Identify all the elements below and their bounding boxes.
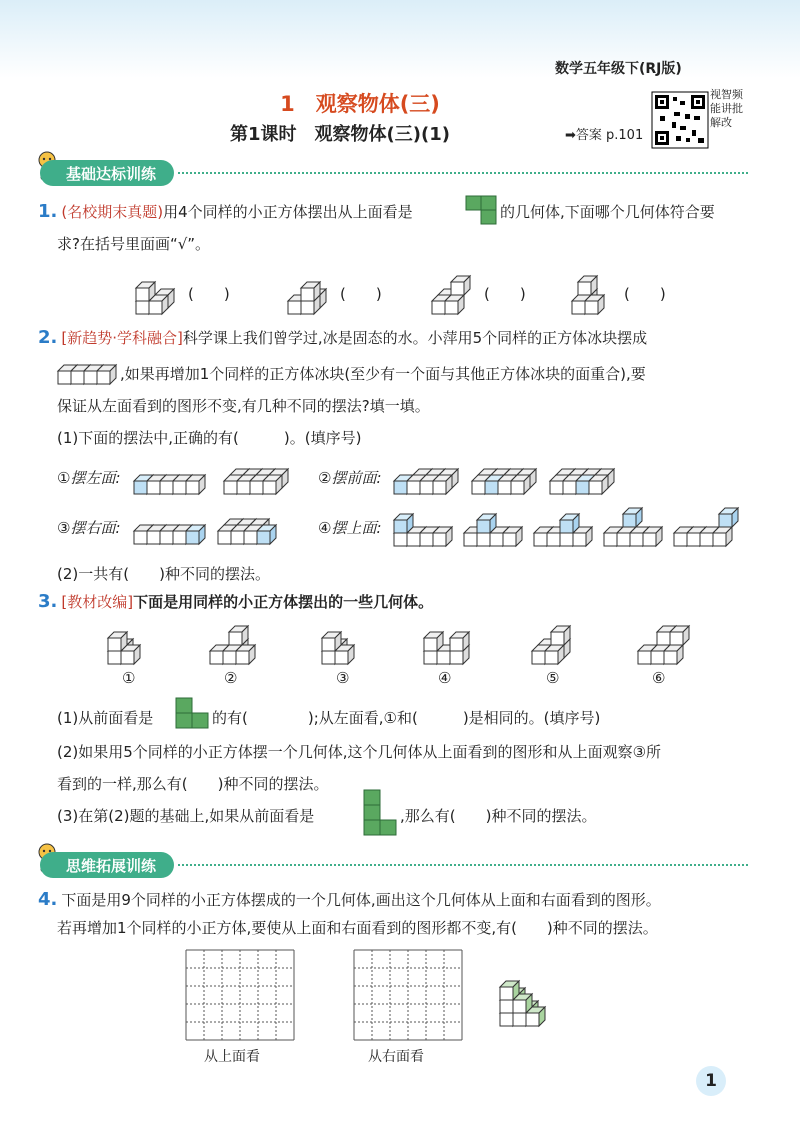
q2-top-fig-4 (604, 502, 668, 548)
q3-figure-3 (322, 620, 380, 666)
q3-figure-label-3: ③ (336, 669, 350, 687)
answer-reference[interactable]: ➡答案 p.101 (565, 128, 644, 143)
q2-sub2: (2)一共有( )种不同的摆法。 (57, 565, 270, 583)
q3-sub1-a: (1)从前面看是 (57, 709, 154, 727)
q2-left-fig-2 (224, 454, 296, 496)
q3-front-view2-icon (364, 790, 398, 836)
q1-line-b: 的几何体,下面哪个几何体符合要 (500, 203, 715, 221)
q3-figure-label-4: ④ (438, 669, 452, 687)
q2-right-fig-1 (134, 510, 214, 546)
q3-figure-2 (210, 620, 268, 666)
book-label: 数学五年级下(RJ版) (555, 61, 682, 77)
q3-sub2-b: 看到的一样,那么有( )种不同的摆法。 (57, 775, 329, 793)
q3-figure-5 (532, 620, 590, 666)
q2-left-fig-1 (134, 462, 214, 496)
q3-sub3-b: ,那么有( )种不同的摆法。 (400, 807, 597, 825)
page-title: 1 观察物体(三) (280, 92, 440, 116)
q1-figure-1 (136, 266, 188, 316)
q2-option-front: ②摆前面: (318, 469, 382, 487)
q3-line-a: 3. [教材改编]下面是用同样的小正方体摆出的一些几何体。 (38, 591, 434, 612)
q3-sub2-a: (2)如果用5个同样的小正方体摆一个几何体,这个几何体从上面看到的图形和从上面观察③所 (57, 743, 662, 761)
q3-sub1-b: 的有( );从左面看,①和( )是相同的。(填序号) (212, 709, 601, 727)
q2-front-fig-1 (394, 454, 466, 496)
top-view-grid[interactable] (186, 950, 294, 1040)
q1-line-c: 求?在括号里面画“√”。 (57, 235, 211, 253)
q2-option-left: ①摆左面: (57, 469, 121, 487)
caption-right-view: 从右面看 (368, 1049, 424, 1065)
lesson-subtitle: 第1课时 观察物体(三)(1) (230, 124, 450, 145)
right-view-grid[interactable] (354, 950, 462, 1040)
q1-figure-2 (288, 266, 340, 316)
q2-line-a: 2. [新趋势·学科融合]科学课上我们曾学过,冰是固态的水。小萍用5个同样的正方体冰块摆成 (38, 327, 648, 348)
page-number: 1 (696, 1066, 726, 1096)
q2-top-fig-2 (464, 502, 528, 548)
q1-figure-3 (432, 266, 484, 316)
q3-front-view-icon (176, 698, 210, 730)
q2-top-fig-5 (674, 502, 738, 548)
q1-top-view-icon (466, 196, 498, 226)
q2-sub1: (1)下面的摆法中,正确的有( )。(填序号) (57, 429, 362, 447)
q2-right-fig-2 (218, 502, 298, 546)
q3-figure-label-6: ⑥ (652, 669, 666, 687)
qr-caption: 视智频能讲批解改 (710, 88, 743, 129)
q2-top-fig-1 (394, 502, 458, 548)
q1-figure-4 (572, 266, 624, 316)
q1-answer-blank-3[interactable]: ( ) (484, 285, 526, 303)
q1-line-a: 1. (名校期末真题)用4个同样的小正方体摆出从上面看是 (38, 201, 413, 222)
section-basic: 基础达标训练 (40, 160, 174, 186)
q4-line-b: 若再增加1个同样的小正方体,要使从上面和右面看到的图形都不变,有( )种不同的摆法。 (57, 919, 658, 937)
q2-front-fig-3 (550, 454, 622, 496)
q2-top-fig-3 (534, 502, 598, 548)
section-extend: 思维拓展训练 (40, 852, 174, 878)
ice-block-row-icon (58, 356, 120, 386)
q2-option-top: ④摆上面: (318, 519, 382, 537)
q3-sub3-a: (3)在第(2)题的基础上,如果从前面看是 (57, 807, 315, 825)
q3-figure-4 (424, 620, 482, 666)
q1-answer-blank-1[interactable]: ( ) (188, 285, 230, 303)
q4-line-a: 4. 下面是用9个同样的小正方体摆成的一个几何体,画出这个几何体从上面和右面看到的图形。 (38, 889, 661, 910)
caption-top-view: 从上面看 (204, 1049, 260, 1065)
qr-code-icon[interactable] (652, 92, 708, 148)
q2-line-c: 保证从左面看到的图形不变,有几种不同的摆法?填一填。 (57, 397, 430, 415)
q1-answer-blank-4[interactable]: ( ) (624, 285, 666, 303)
q3-figure-6 (638, 620, 696, 666)
q3-figure-label-2: ② (224, 669, 238, 687)
section-divider (178, 172, 748, 174)
q3-figure-label-1: ① (122, 669, 136, 687)
q2-option-right: ③摆右面: (57, 519, 121, 537)
q1-answer-blank-2[interactable]: ( ) (340, 285, 382, 303)
q4-solid-figure (500, 964, 570, 1030)
q2-front-fig-2 (472, 454, 544, 496)
q3-figure-1 (108, 620, 166, 666)
q3-figure-label-5: ⑤ (546, 669, 560, 687)
section-divider (178, 864, 748, 866)
q2-line-b: ,如果再增加1个同样的正方体冰块(至少有一个面与其他正方体冰块的面重合),要 (120, 365, 646, 383)
